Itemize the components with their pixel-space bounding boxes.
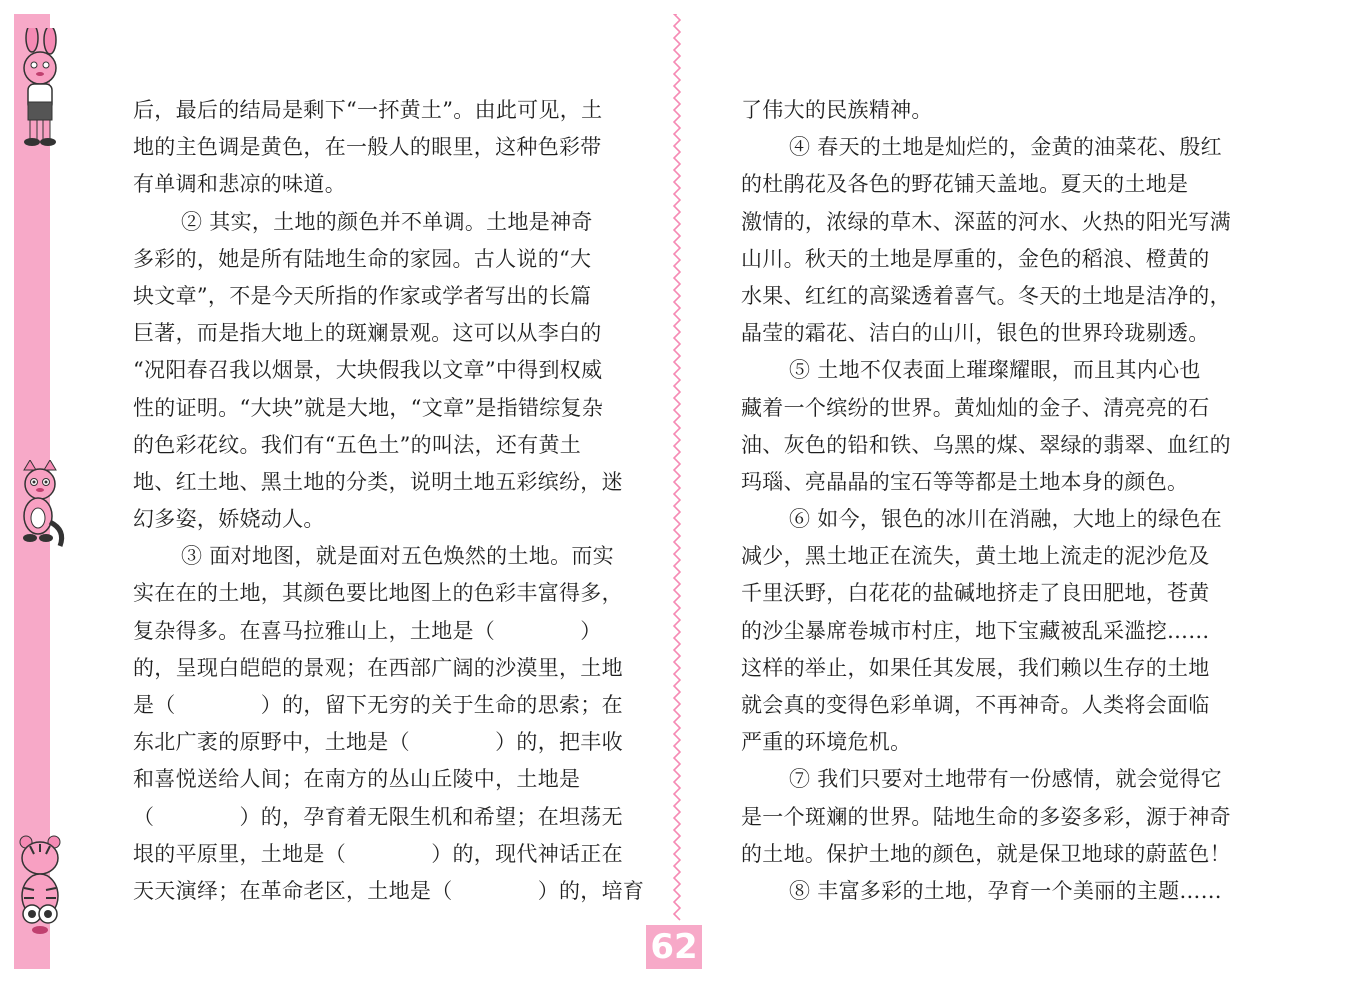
text-line: ③ 面对地图，就是面对五色焕然的土地。而实 bbox=[181, 544, 614, 569]
text-line: 的色彩花纹。我们有“五色土”的叫法，还有黄土 bbox=[133, 432, 582, 457]
cat-mascot-icon bbox=[10, 460, 70, 560]
text-line: 东北广袤的原野中，土地是（ ）的，把丰收 bbox=[133, 730, 623, 755]
page-divider bbox=[673, 14, 681, 924]
text-line: 和喜悦送给人间；在南方的丛山丘陵中，土地是 bbox=[133, 767, 581, 792]
text-line: 幻多姿，娇娆动人。 bbox=[133, 507, 325, 532]
right-page-text bbox=[741, 92, 1231, 910]
text-line: ⑧ 丰富多彩的土地，孕育一个美丽的主题…… bbox=[789, 878, 1222, 903]
text-line: 的，呈现白皑皑的景观；在西部广阔的沙漠里，土地 bbox=[133, 655, 623, 680]
text-line: 激情的，浓绿的草木、深蓝的河水、火热的阳光写满 bbox=[741, 209, 1231, 234]
text-line: 藏着一个缤纷的世界。黄灿灿的金子、清亮亮的石 bbox=[741, 395, 1210, 420]
text-line: 天天演绎；在革命老区，土地是（ ）的，培育 bbox=[133, 878, 645, 903]
text-line: 实在在的土地，其颜色要比地图上的色彩丰富得多， bbox=[133, 581, 623, 606]
text-line: 复杂得多。在喜马拉雅山上，土地是（ ） bbox=[133, 618, 602, 643]
text-line: 油、灰色的铅和铁、乌黑的煤、翠绿的翡翠、血红的 bbox=[741, 432, 1231, 457]
text-line: 块文章”，不是今天所指的作家或学者写出的长篇 bbox=[133, 283, 592, 308]
text-line: 地的主色调是黄色，在一般人的眼里，这种色彩带 bbox=[133, 135, 602, 160]
page-number: 62 bbox=[650, 927, 698, 967]
text-line: 地、红土地、黑土地的分类，说明土地五彩缤纷，迷 bbox=[133, 469, 623, 494]
text-line: 就会真的变得色彩单调，不再神奇。人类将会面临 bbox=[741, 693, 1210, 717]
tiger-mascot-icon bbox=[10, 832, 72, 942]
text-line: 的沙尘暴席卷城市村庄，地下宝藏被乱采滥挖…… bbox=[741, 618, 1210, 643]
text-line: 晶莹的霜花、洁白的山川，银色的世界玲珑剔透。 bbox=[741, 321, 1210, 346]
text-line: 严重的环境危机。 bbox=[741, 730, 912, 755]
rabbit-mascot-icon bbox=[8, 28, 70, 148]
text-line: 千里沃野，白花花的盐碱地挤走了良田肥地，苍黄 bbox=[741, 581, 1210, 606]
text-line: 的土地。保护土地的颜色，就是保卫地球的蔚蓝色！ bbox=[741, 841, 1231, 866]
text-line: ② 其实，土地的颜色并不单调。土地是神奇 bbox=[181, 209, 593, 234]
text-line: ⑤ 土地不仅表面上璀璨耀眼，而且其内心也 bbox=[789, 358, 1201, 383]
text-line: 后，最后的结局是剩下“一抔黄土”。由此可见，土 bbox=[133, 98, 603, 122]
text-line: ⑥ 如今，银色的冰川在消融，大地上的绿色在 bbox=[789, 507, 1222, 532]
text-line: 减少，黑土地正在流失，黄土地上流走的泥沙危及 bbox=[741, 544, 1210, 569]
text-line: 山川。秋天的土地是厚重的，金色的稻浪、橙黄的 bbox=[741, 246, 1210, 271]
text-line: （ ）的，孕育着无限生机和希望；在坦荡无 bbox=[133, 804, 623, 829]
text-line: 水果、红红的高粱透着喜气。冬天的土地是洁净的， bbox=[741, 283, 1231, 308]
text-line: 是一个斑斓的世界。陆地生命的多姿多彩，源于神奇 bbox=[741, 804, 1231, 829]
text-line: 玛瑙、亮晶晶的宝石等等都是土地本身的颜色。 bbox=[741, 469, 1189, 494]
text-line: ⑦ 我们只要对土地带有一份感情，就会觉得它 bbox=[789, 767, 1222, 792]
text-line: 多彩的，她是所有陆地生命的家园。古人说的“大 bbox=[133, 246, 592, 271]
left-page-text bbox=[133, 92, 645, 910]
text-line: 性的证明。“大块”就是大地，“文章”是指错综复杂 bbox=[133, 395, 604, 420]
text-line: ④ 春天的土地是灿烂的，金黄的油菜花、殷红 bbox=[789, 135, 1222, 160]
text-line: “况阳春召我以烟景，大块假我以文章”中得到权威 bbox=[133, 358, 603, 383]
text-line: 有单调和悲凉的味道。 bbox=[133, 172, 346, 197]
text-line: 了伟大的民族精神。 bbox=[741, 98, 933, 122]
text-line: 这样的举止，如果任其发展，我们赖以生存的土地 bbox=[741, 655, 1210, 680]
text-line: 是（ ）的，留下无穷的关于生命的思索；在 bbox=[133, 693, 623, 717]
text-line: 巨著，而是指大地上的斑斓景观。这可以从李白的 bbox=[133, 321, 602, 346]
text-line: 垠的平原里，土地是（ ）的，现代神话正在 bbox=[133, 841, 623, 866]
text-line: 的杜鹃花及各色的野花铺天盖地。夏天的土地是 bbox=[741, 172, 1189, 197]
